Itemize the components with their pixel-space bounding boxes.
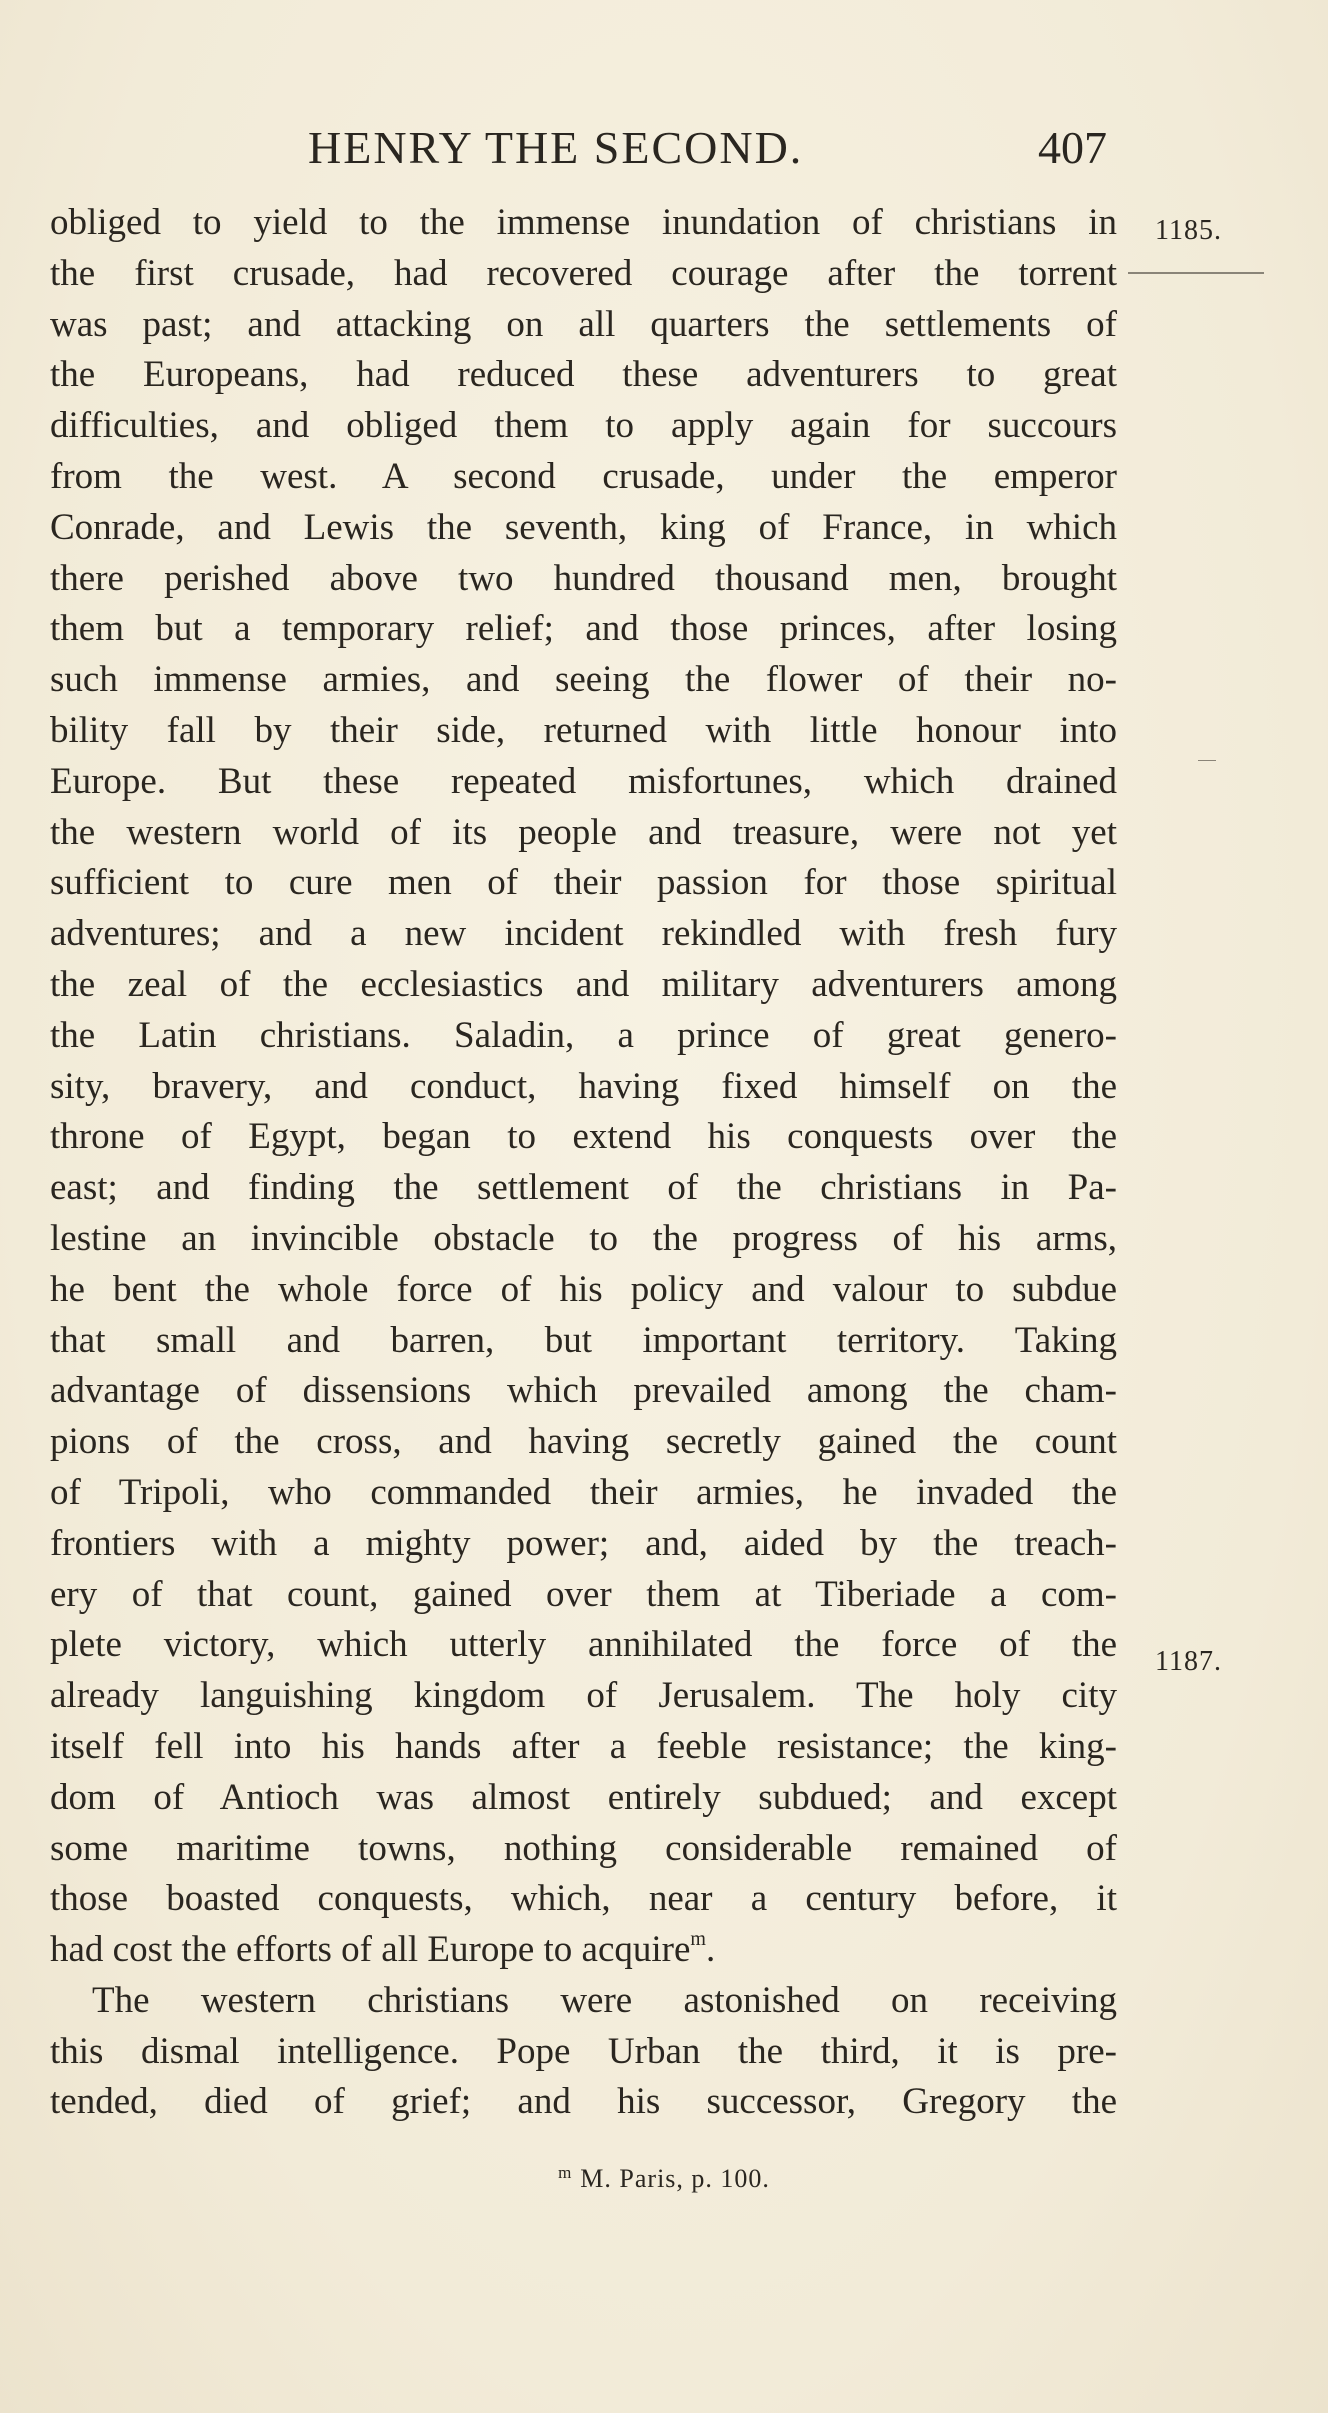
page-header bbox=[0, 118, 1328, 178]
text-line: obliged to yield to the immense inundation of christians in bbox=[50, 202, 1117, 243]
text-line: the Latin christians. Saladin, a prince of great genero- bbox=[50, 1014, 1117, 1056]
running-title: HENRY THE SECOND. bbox=[308, 122, 804, 173]
text-line: bility fall by their side, returned with little honour into bbox=[50, 709, 1117, 751]
text-line: the western world of its people and treasure, were not yet bbox=[50, 811, 1117, 853]
text-line: ery of that count, gained over them at Tiberiade a com- bbox=[50, 1573, 1117, 1615]
text-line: difficulties, and obliged them to apply again for succours bbox=[50, 405, 1117, 447]
text-line: throne of Egypt, began to extend his conquests over the bbox=[50, 1116, 1117, 1158]
text-line: Europe. But these repeated misfortunes, which drained bbox=[50, 760, 1117, 802]
text-line: that small and barren, but important territory. Taking bbox=[50, 1319, 1117, 1361]
footnote-marker: m bbox=[558, 2163, 573, 2182]
margin-rule bbox=[1128, 272, 1264, 274]
text-line-paragraph-end: had cost the efforts of all Europe to acquire$^m$. bbox=[50, 1928, 716, 1971]
text-line: adventures; and a new incident rekindled with fresh fury bbox=[50, 913, 1117, 955]
text-line: sity, bravery, and conduct, having fixed himself on the bbox=[50, 1065, 1117, 1107]
text-line: dom of Antioch was almost entirely subdued; and except bbox=[50, 1776, 1117, 1818]
text-line: lestine an invincible obstacle to the progress of his arms, bbox=[50, 1217, 1117, 1259]
text-line: the first crusade, had recovered courage after the torrent bbox=[50, 252, 1117, 294]
text-line-paragraph-start: The western christians were astonished on receiving bbox=[92, 1979, 1117, 2021]
page-number: 407 bbox=[1038, 122, 1107, 173]
text-line: this dismal intelligence. Pope Urban the third, it is pre- bbox=[50, 2030, 1117, 2072]
text-line: advantage of dissensions which prevailed among the cham- bbox=[50, 1370, 1117, 1412]
text-line: the zeal of the ecclesiastics and military adventurers among bbox=[50, 963, 1117, 1005]
text-line: them but a temporary relief; and those princes, after losing bbox=[50, 608, 1117, 650]
text-line: some maritime towns, nothing considerable remained of bbox=[50, 1827, 1117, 1869]
text-line: the Europeans, had reduced these adventurers to great bbox=[50, 354, 1117, 396]
text-line: such immense armies, and seeing the flower of their no- bbox=[50, 659, 1117, 701]
text-line: was past; and attacking on all quarters the settlements of bbox=[50, 303, 1117, 345]
text-line: sufficient to cure men of their passion for those spiritual bbox=[50, 862, 1117, 904]
margin-tick bbox=[1198, 760, 1216, 761]
text-line: Conrade, and Lewis the seventh, king of France, in which bbox=[50, 506, 1117, 548]
margin-date-1185: 1185. bbox=[1155, 215, 1222, 246]
text-line: frontiers with a mighty power; and, aided by the treach- bbox=[50, 1522, 1117, 1564]
margin-date-1187: 1187. bbox=[1155, 1646, 1222, 1677]
text-line: east; and finding the settlement of the christians in Pa- bbox=[50, 1167, 1117, 1209]
body-text bbox=[50, 198, 1117, 2128]
footnote bbox=[0, 2163, 1328, 2194]
footnote-reference: m bbox=[690, 1928, 706, 1951]
text-line: he bent the whole force of his policy and valour to subdue bbox=[50, 1268, 1117, 1310]
text-line: already languishing kingdom of Jerusalem. The holy city bbox=[50, 1675, 1117, 1717]
text-line-content: had cost the efforts of all Europe to acquire bbox=[50, 1929, 691, 1971]
text-line: those boasted conquests, which, near a century before, it bbox=[50, 1878, 1117, 1920]
text-line: tended, died of grief; and his successor, Gregory the bbox=[50, 2081, 1117, 2123]
text-line: from the west. A second crusade, under the emperor bbox=[50, 455, 1117, 497]
footnote-text: M. Paris, p. 100. bbox=[580, 2164, 770, 2193]
text-line: of Tripoli, who commanded their armies, he invaded the bbox=[50, 1471, 1117, 1513]
text-line: there perished above two hundred thousand men, brought bbox=[50, 557, 1117, 599]
text-line: pions of the cross, and having secretly gained the count bbox=[50, 1421, 1117, 1463]
text-line: itself fell into his hands after a feeble resistance; the king- bbox=[50, 1725, 1117, 1767]
text-line: plete victory, which utterly annihilated the force of the bbox=[50, 1624, 1117, 1666]
